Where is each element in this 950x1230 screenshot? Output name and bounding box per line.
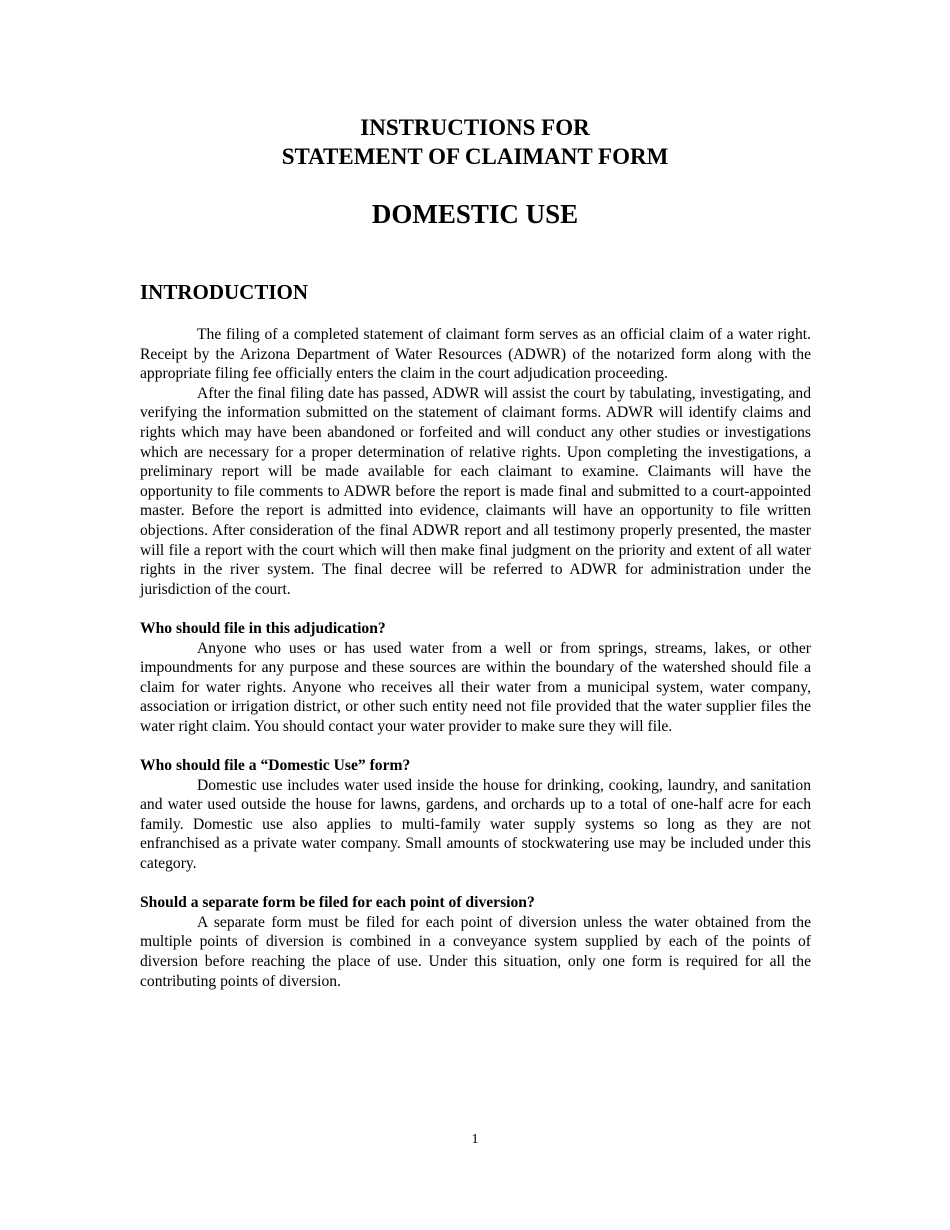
- document-body: [140, 279, 811, 991]
- answer-domestic-use-form: Domestic use includes water used inside the house for drinking, cooking, laundry, and sanitation and water used outside the house for lawns, gardens, and orchards up to a total of one-half acre for each family. Domestic use also applies to multi-family water supply systems so long as they are not enfranchised as a private water company. Small amounts of stockwatering use may be included under this category.: [140, 776, 811, 873]
- introduction-paragraph-2: After the final filing date has passed, ADWR will assist the court by tabulating, investigating, and verifying the information submitted on the statement of claimant forms. ADWR will identify claims and rights which may have been abandoned or forfeited and will conduct any other studies or investigations which are necessary for a proper determination of relative rights. Upon completing the investigations, a preliminary report will be made available for each claimant to examine. Claimants will have the opportunity to file comments to ADWR before the report is made final and submitted to a court-appointed master. Before the report is admitted into evidence, claimants will have an opportunity to file written objections. After consideration of the final ADWR report and all testimony properly presented, the master will file a report with the court which will then make final judgment on the priority and extent of all water rights in the river system. The final decree will be referred to ADWR for administration under the jurisdiction of the court.: [140, 384, 811, 598]
- question-who-should-file: Who should file in this adjudication?: [140, 619, 386, 637]
- page-number: 1: [471, 1132, 479, 1147]
- title-line-1: INSTRUCTIONS FOR: [360, 115, 590, 140]
- title-line-2: STATEMENT OF CLAIMANT FORM: [281, 144, 669, 169]
- form-type-heading: DOMESTIC USE: [371, 199, 579, 229]
- question-separate-form: Should a separate form be filed for each point of diversion?: [140, 894, 535, 912]
- introduction-heading: INTRODUCTION: [140, 280, 309, 304]
- answer-separate-form: A separate form must be filed for each point of diversion unless the water obtained from the multiple points of diversion is combined in a conveyance system supplied by each of the points of diversion before reaching the place of use. Under this situation, only one form is required for all the contributing points of diversion.: [140, 913, 811, 990]
- document-title: [0, 113, 950, 171]
- answer-who-should-file: Anyone who uses or has used water from a well or from springs, streams, lakes, or other impoundments for any purpose and these sources are within the boundary of the watershed should file a claim for water rights. Anyone who receives all their water from a municipal system, water company, association or irrigation district, or other such entity need not file provided that the water supplier files the water right claim. You should contact your water provider to make sure they will file.: [140, 639, 811, 735]
- question-domestic-use-form: Who should file a “Domestic Use” form?: [140, 757, 411, 775]
- introduction-paragraph-1: The filing of a completed statement of claimant form serves as an official claim of a water right. Receipt by the Arizona Department of Water Resources (ADWR) of the notarized form along with the appropriate filing fee officially enters the claim in the court adjudication proceeding.: [140, 326, 811, 383]
